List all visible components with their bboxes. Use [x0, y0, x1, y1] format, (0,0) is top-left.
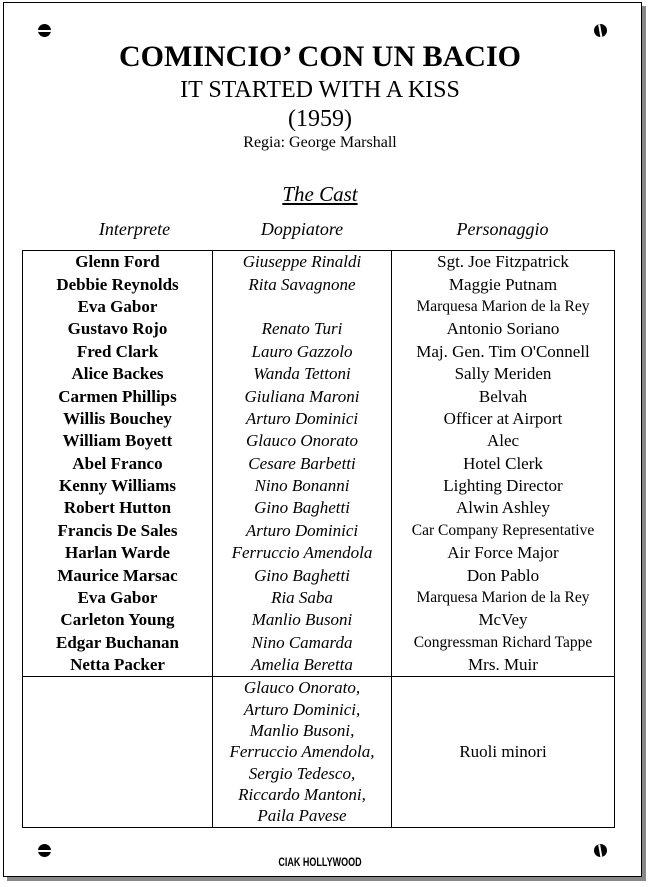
- minor-dubber: Ferruccio Amendola,: [229, 742, 375, 762]
- dubber-cell: Ferruccio Amendola: [213, 542, 392, 564]
- table-row: [23, 542, 615, 564]
- minor-dubber: Manlio Busoni,: [249, 721, 355, 741]
- role-cell: Mrs. Muir: [392, 654, 615, 677]
- actor-cell: Netta Packer: [23, 654, 213, 677]
- screw-icon: [594, 844, 607, 857]
- section-title: The Cast: [282, 182, 358, 206]
- table-row: [23, 273, 615, 295]
- dubber-cell: Giuliana Maroni: [213, 385, 392, 407]
- role-cell: Congressman Richard Tappe: [392, 632, 615, 654]
- minor-dubber: Paila Pavese: [257, 806, 347, 826]
- actor-cell: William Boyett: [23, 430, 213, 452]
- actor-cell: Debbie Reynolds: [23, 273, 213, 295]
- actor-cell: Gustavo Rojo: [23, 318, 213, 340]
- dubber-cell: Nino Camarda: [213, 632, 392, 654]
- table-row: [23, 564, 615, 586]
- dubber-cell: Gino Baghetti: [213, 497, 392, 519]
- actor-cell: [23, 677, 213, 827]
- role-cell: Officer at Airport: [392, 408, 615, 430]
- actor-cell: Eva Gabor: [23, 587, 213, 609]
- dubber-cell: [213, 296, 392, 318]
- role-cell: Sgt. Joe Fitzpatrick: [392, 251, 615, 274]
- actor-cell: Carmen Phillips: [23, 385, 213, 407]
- cast-table: [22, 250, 615, 828]
- role-cell: Car Company Representative: [392, 520, 615, 542]
- table-row: [23, 475, 615, 497]
- film-title: COMINCIO’ CON UN BACIO: [119, 40, 521, 73]
- actor-cell: Alice Backes: [23, 363, 213, 385]
- dubber-cell: Gino Baghetti: [213, 564, 392, 586]
- header-dubber: Doppiatore: [260, 219, 344, 239]
- screw-icon: [38, 24, 51, 37]
- dubber-cell: Lauro Gazzolo: [213, 341, 392, 363]
- dubber-cell: Glauco Onorato: [213, 430, 392, 452]
- table-row: [23, 497, 615, 519]
- actor-cell: Carleton Young: [23, 609, 213, 631]
- table-row: [23, 363, 615, 385]
- film-year: (1959): [288, 106, 352, 132]
- table-row: [23, 408, 615, 430]
- dubber-cell: Cesare Barbetti: [213, 453, 392, 475]
- minor-dubber: Riccardo Mantoni,: [238, 784, 366, 804]
- actor-cell: Robert Hutton: [23, 497, 213, 519]
- actor-cell: Kenny Williams: [23, 475, 213, 497]
- role-cell: Alec: [392, 430, 615, 452]
- ciak-hollywood-logo: CIAK HOLLYWOOD: [278, 855, 362, 869]
- screw-icon: [38, 844, 51, 857]
- minor-dubber: Arturo Dominici,: [243, 699, 361, 719]
- table-row: [23, 632, 615, 654]
- role-cell: Lighting Director: [392, 475, 615, 497]
- actor-cell: Fred Clark: [23, 341, 213, 363]
- actor-cell: Eva Gabor: [23, 296, 213, 318]
- dubber-cell: Manlio Busoni: [213, 609, 392, 631]
- dubber-cell: Renato Turi: [213, 318, 392, 340]
- actor-cell: Francis De Sales: [23, 520, 213, 542]
- role-cell: Hotel Clerk: [392, 453, 615, 475]
- english-title: IT STARTED WITH A KISS: [180, 77, 460, 103]
- header-actor: Interprete: [98, 219, 171, 239]
- actor-cell: Harlan Warde: [23, 542, 213, 564]
- dubber-cell: Wanda Tettoni: [213, 363, 392, 385]
- director: Regia: George Marshall: [243, 134, 397, 151]
- dubber-cell: Rita Savagnone: [213, 273, 392, 295]
- table-row: [23, 520, 615, 542]
- role-cell: Alwin Ashley: [392, 497, 615, 519]
- minor-roles-row: [23, 677, 615, 827]
- table-row: [23, 453, 615, 475]
- table-row: [23, 654, 615, 677]
- minor-dubbers-cell: [213, 677, 392, 827]
- role-cell: Marquesa Marion de la Rey: [392, 296, 615, 318]
- table-row: [23, 430, 615, 452]
- dubber-cell: Amelia Beretta: [213, 654, 392, 677]
- role-cell: Marquesa Marion de la Rey: [392, 587, 615, 609]
- table-row: [23, 609, 615, 631]
- actor-cell: Willis Bouchey: [23, 408, 213, 430]
- actor-cell: Abel Franco: [23, 453, 213, 475]
- role-cell: McVey: [392, 609, 615, 631]
- actor-cell: Glenn Ford: [23, 251, 213, 274]
- role-cell: Air Force Major: [392, 542, 615, 564]
- actor-cell: Maurice Marsac: [23, 564, 213, 586]
- dubber-cell: Ria Saba: [213, 587, 392, 609]
- role-cell: Antonio Soriano: [392, 318, 615, 340]
- role-cell: Don Pablo: [392, 564, 615, 586]
- table-row: [23, 296, 615, 318]
- actor-cell: Edgar Buchanan: [23, 632, 213, 654]
- table-row: [23, 341, 615, 363]
- header-role: Personaggio: [456, 219, 549, 239]
- screw-icon: [594, 24, 607, 37]
- dubber-cell: Arturo Dominici: [213, 408, 392, 430]
- table-row: [23, 587, 615, 609]
- role-cell: Maj. Gen. Tim O'Connell: [392, 341, 615, 363]
- dubber-cell: Nino Bonanni: [213, 475, 392, 497]
- role-cell: Maggie Putnam: [392, 273, 615, 295]
- dubber-cell: Giuseppe Rinaldi: [213, 251, 392, 274]
- table-row: [23, 385, 615, 407]
- minor-dubber: Glauco Onorato,: [243, 678, 361, 698]
- minor-role-cell: Ruoli minori: [392, 677, 615, 827]
- role-cell: Belvah: [392, 385, 615, 407]
- dubber-cell: Arturo Dominici: [213, 520, 392, 542]
- role-cell: Sally Meriden: [392, 363, 615, 385]
- table-row: [23, 251, 615, 274]
- table-row: [23, 318, 615, 340]
- minor-dubber: Sergio Tedesco,: [248, 763, 356, 783]
